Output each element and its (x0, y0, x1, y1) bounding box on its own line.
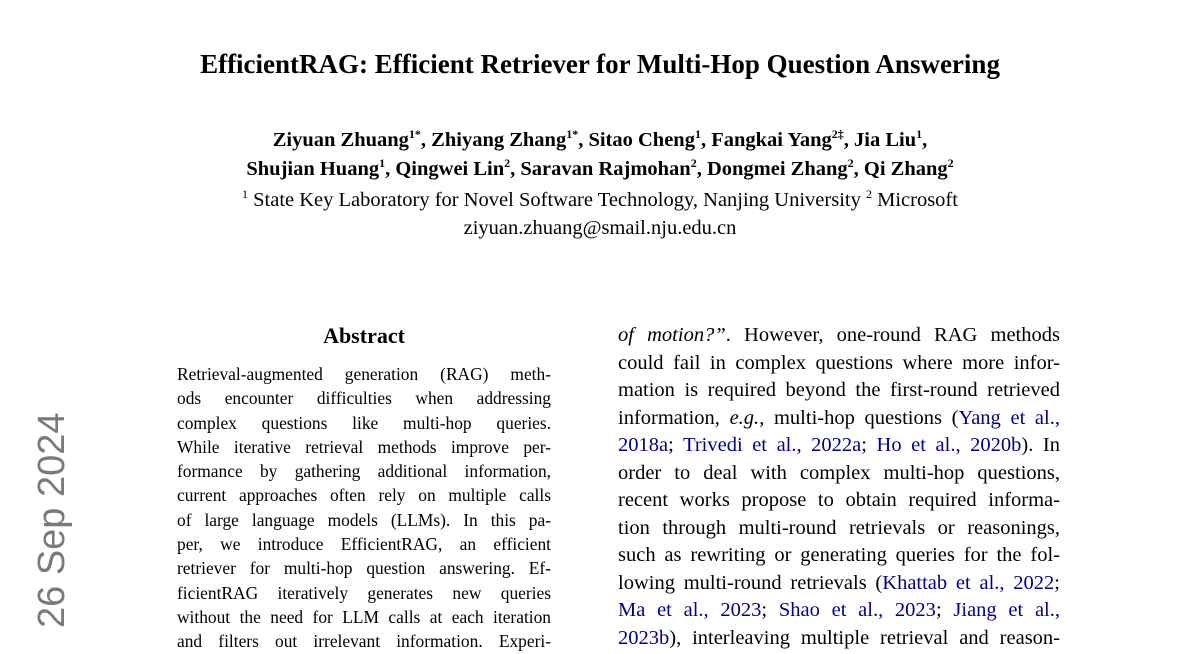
citation-link[interactable]: Yang et al., (958, 406, 1060, 429)
abstract-body (177, 362, 551, 654)
intro-line (618, 597, 1060, 625)
intro-text: mation is required beyond the first-round retrieved (618, 379, 1060, 401)
citation-link[interactable]: Khattab et al., 2022 (882, 571, 1055, 594)
intro-text-italic: e.g. (729, 406, 760, 429)
intro-text: ; (935, 599, 954, 621)
author-name: Shujian Huang (246, 158, 380, 180)
abstract-line: current approaches often rely on multiple calls (177, 485, 551, 506)
author-name: Qi Zhang (863, 158, 948, 180)
intro-column (618, 322, 1060, 652)
abstract-line: Retrieval-augmented generation (RAG) meth- (177, 364, 551, 384)
intro-text: could fail in complex questions where more infor- (618, 351, 1060, 374)
author-affiliation-marker: 1* (408, 127, 421, 141)
author-name: Sitao Cheng (588, 129, 695, 151)
author-name: Fangkai Yang (711, 129, 832, 151)
author-separator: , (853, 158, 864, 180)
author-name: Ziyuan Zhuang (272, 129, 409, 151)
citation-link[interactable]: Trivedi et al., 2022a (683, 434, 862, 456)
author-name: Jia Liu (854, 129, 917, 151)
abstract-line: per, we introduce EfficientRAG, an efficient (177, 534, 551, 555)
intro-text: ; (1054, 571, 1060, 594)
author-affiliation-marker: 1 (916, 127, 923, 141)
abstract-line: complex questions like multi-hop queries. (177, 412, 551, 433)
arxiv-side-date: 26 Sep 2024 (31, 412, 73, 628)
abstract-line: and filters out irrelevant information. Experi- (177, 631, 551, 652)
intro-text: recent works propose to obtain required informa- (618, 489, 1060, 511)
affiliations (0, 186, 1200, 242)
intro-line (618, 350, 1060, 378)
author-separator: , (420, 129, 432, 151)
author-separator: , (696, 158, 707, 180)
author-name: Saravan Rajmohan (520, 158, 691, 180)
affiliation-nju: State Key Laboratory for Novel Software Technology, Nanjing University (248, 189, 866, 211)
intro-text: ; (668, 434, 684, 456)
author-affiliation-marker: 1 (379, 156, 386, 170)
intro-line (618, 487, 1060, 515)
citation-link[interactable]: Shao et al., 2023 (778, 599, 936, 621)
citation-link[interactable]: Jiang et al., (953, 599, 1060, 621)
author-affiliation-marker: 2 (847, 156, 854, 170)
author-separator: , (922, 129, 928, 151)
affiliation-microsoft: Microsoft (871, 189, 958, 211)
author-separator: , (843, 129, 855, 151)
intro-line (618, 460, 1060, 488)
intro-text-italic: of motion?” (618, 324, 726, 346)
author-separator: , (700, 129, 712, 151)
intro-line (618, 542, 1060, 570)
citation-link[interactable]: 2023b (618, 626, 670, 649)
abstract-line: of large language models (LLMs). In this pa- (177, 509, 551, 530)
affiliation-marker-2: 2 (865, 187, 872, 201)
author-affiliation-marker: 2 (690, 156, 697, 170)
intro-text: ; (861, 434, 877, 456)
intro-line (618, 515, 1060, 543)
author-affiliation-marker: 2 (504, 156, 511, 170)
intro-line (618, 405, 1060, 433)
intro-line (618, 322, 1060, 350)
paper-title: EfficientRAG: Efficient Retriever for Multi-Hop Question Answering (200, 49, 1000, 79)
abstract-heading: Abstract (323, 323, 405, 348)
author-name: Dongmei Zhang (706, 158, 848, 180)
intro-text: tion through multi-round retrievals or reasonings, (618, 516, 1060, 539)
author-line-1 (0, 126, 1200, 155)
abstract-line: without the need for LLM calls at each iteration (177, 606, 551, 627)
abstract-line: retriever for multi-hop question answering. Ef- (177, 558, 551, 579)
intro-line (618, 570, 1060, 598)
citation-link[interactable]: 2018a (618, 434, 669, 456)
contact-email: ziyuan.zhuang@smail.nju.edu.cn (463, 217, 737, 239)
abstract-line: While iterative retrieval methods improve per- (177, 436, 551, 457)
abstract-line: ficientRAG iteratively generates new queries (177, 582, 551, 603)
intro-text: order to deal with complex multi-hop questions, (618, 461, 1060, 484)
author-affiliation-marker: 1 (694, 127, 701, 141)
author-name: Zhiyang Zhang (431, 129, 567, 151)
intro-text: , multi-hop questions ( (759, 406, 959, 429)
author-list (0, 126, 1200, 184)
citation-link[interactable]: Ma et al., 2023 (618, 599, 762, 621)
intro-text: . However, one-round RAG methods (725, 324, 1060, 346)
intro-text: ), interleaving multiple retrieval and reason- (669, 626, 1060, 649)
author-line-2 (0, 155, 1200, 184)
author-affiliation-marker: 2 (947, 156, 954, 170)
intro-text: ). In (1021, 434, 1061, 456)
author-separator: , (510, 158, 521, 180)
affiliation-line (0, 186, 1200, 214)
author-affiliation-marker: 1* (566, 127, 579, 141)
author-affiliation-marker: 2‡ (831, 127, 844, 141)
author-name: Qingwei Lin (395, 158, 505, 180)
intro-text: information, (618, 406, 730, 429)
abstract-line: formance by gathering additional information, (177, 461, 551, 482)
intro-text: lowing multi-round retrievals ( (618, 571, 883, 594)
affiliation-marker-1: 1 (242, 187, 249, 201)
citation-link[interactable]: Ho et al., 2020b (876, 434, 1022, 456)
intro-line (618, 377, 1060, 405)
intro-line (618, 432, 1060, 460)
abstract-line: ods encounter difficulties when addressing (177, 388, 551, 409)
intro-text: ; (761, 599, 779, 621)
intro-text: such as rewriting or generating queries for the fol- (618, 544, 1060, 566)
author-separator: , (385, 158, 396, 180)
author-separator: , (578, 129, 589, 151)
